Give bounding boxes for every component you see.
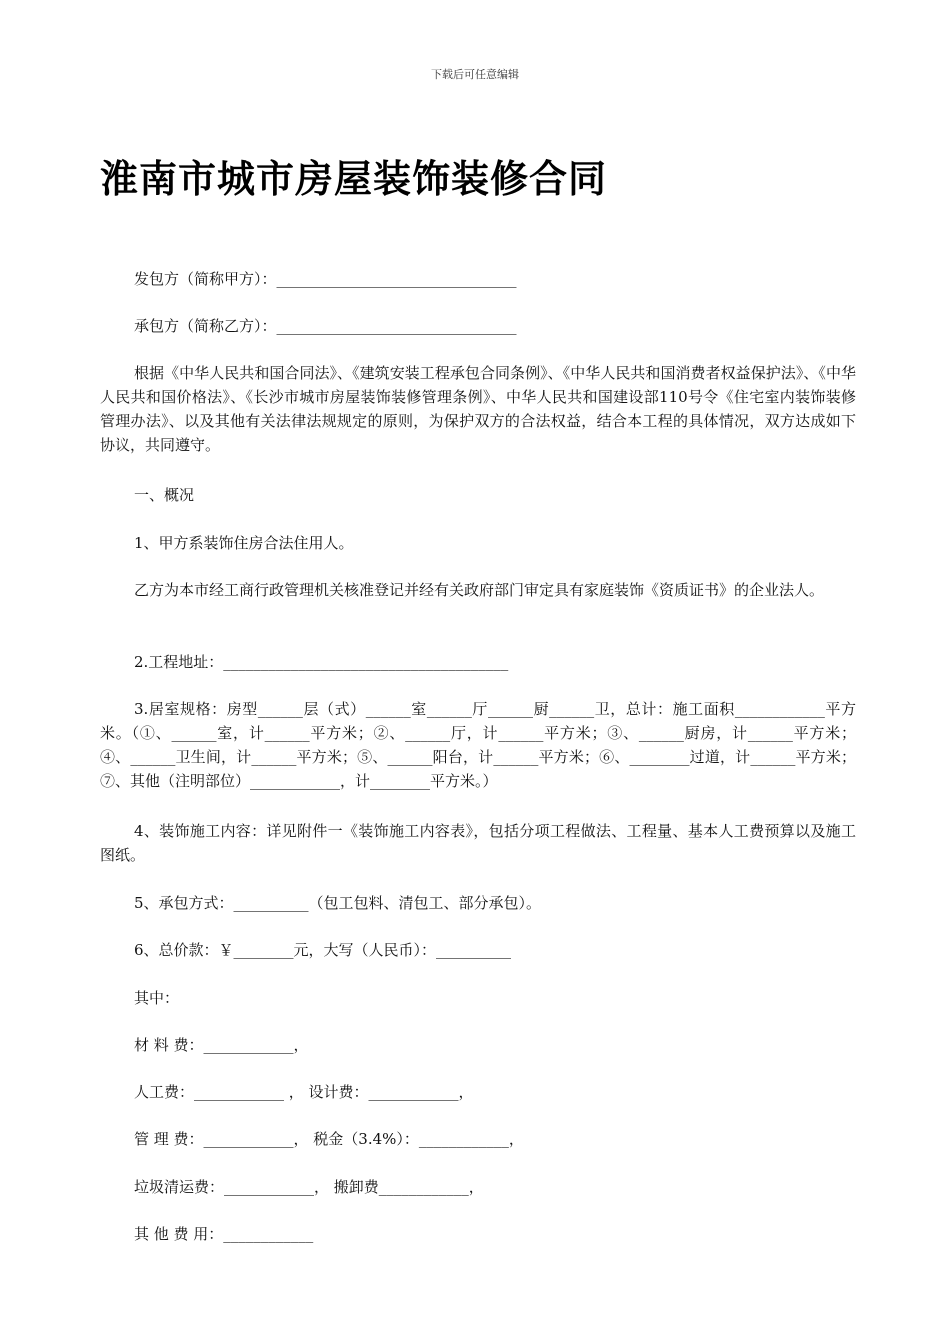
party-a-line: 发包方（简称甲方）：________________________________ (134, 270, 517, 288)
contract-title: 淮南市城市房屋装饰装修合同 (100, 157, 608, 201)
section-heading-overview: 一、概况 (134, 486, 195, 504)
page-header: 下载后可任意编辑 (431, 68, 519, 81)
fee-other: 其 他 费 用：____________ (134, 1225, 314, 1243)
item-6-total-price: 6、总价款：￥________元，大写（人民币）：__________ (134, 941, 512, 959)
item-3-room-spec: 3.居室规格：房型______层（式）______室______厅______厨______卫，总计：施工面积____________平方米。（①、______室，计______平方米；②、______厅，计______平方米；③、______厨房，计______平方米；④、______卫生间，计______平方米；⑤、______阳台，计______平方米；⑥、________过道，计______平方米；⑦、其他（注明部位）____________，计________平方米。） (100, 700, 856, 790)
party-b-line: 承包方（简称乙方）：________________________________ (134, 317, 517, 335)
item-2-project-address: 2.工程地址：______________________________________ (134, 653, 509, 671)
item-4-construction-content: 4、装饰施工内容：详见附件一《装饰施工内容表》，包括分项工程做法、工程量、基本人工费预算以及施工图纸。 (100, 822, 856, 864)
fee-management-tax: 管 理 费：____________， 税金（3.4%）：____________， (134, 1130, 524, 1148)
item-1-party-a: 1、甲方系装饰住房合法住用人。 (134, 534, 354, 552)
fee-labor-design: 人工费：____________ ， 设计费：____________， (134, 1083, 474, 1101)
preamble-paragraph: 根据《中华人民共和国合同法》、《建筑安装工程承包合同条例》、《中华人民共和国消费者权益保护法》、《中华人民共和国价格法》、《长沙市城市房屋装饰装修管理条例》、中华人民共和国建设部110号令《住宅室内装饰装修管理办法》、以及其他有关法律法规规定的原则，为保护双方的合法权益，结合本工程的具体情况，双方达成如下协议，共同遵守。 (100, 364, 856, 454)
among-label: 其中： (134, 989, 180, 1007)
fee-material: 材 料 费：____________， (134, 1036, 309, 1054)
item-1-party-b: 乙方为本市经工商行政管理机关核准登记并经有关政府部门审定具有家庭装饰《资质证书》的企业法人。 (134, 581, 825, 599)
fee-garbage-handling: 垃圾清运费：____________， 搬卸费____________， (134, 1178, 484, 1196)
item-5-contract-mode: 5、承包方式：__________（包工包料、清包工、部分承包）。 (134, 894, 542, 912)
